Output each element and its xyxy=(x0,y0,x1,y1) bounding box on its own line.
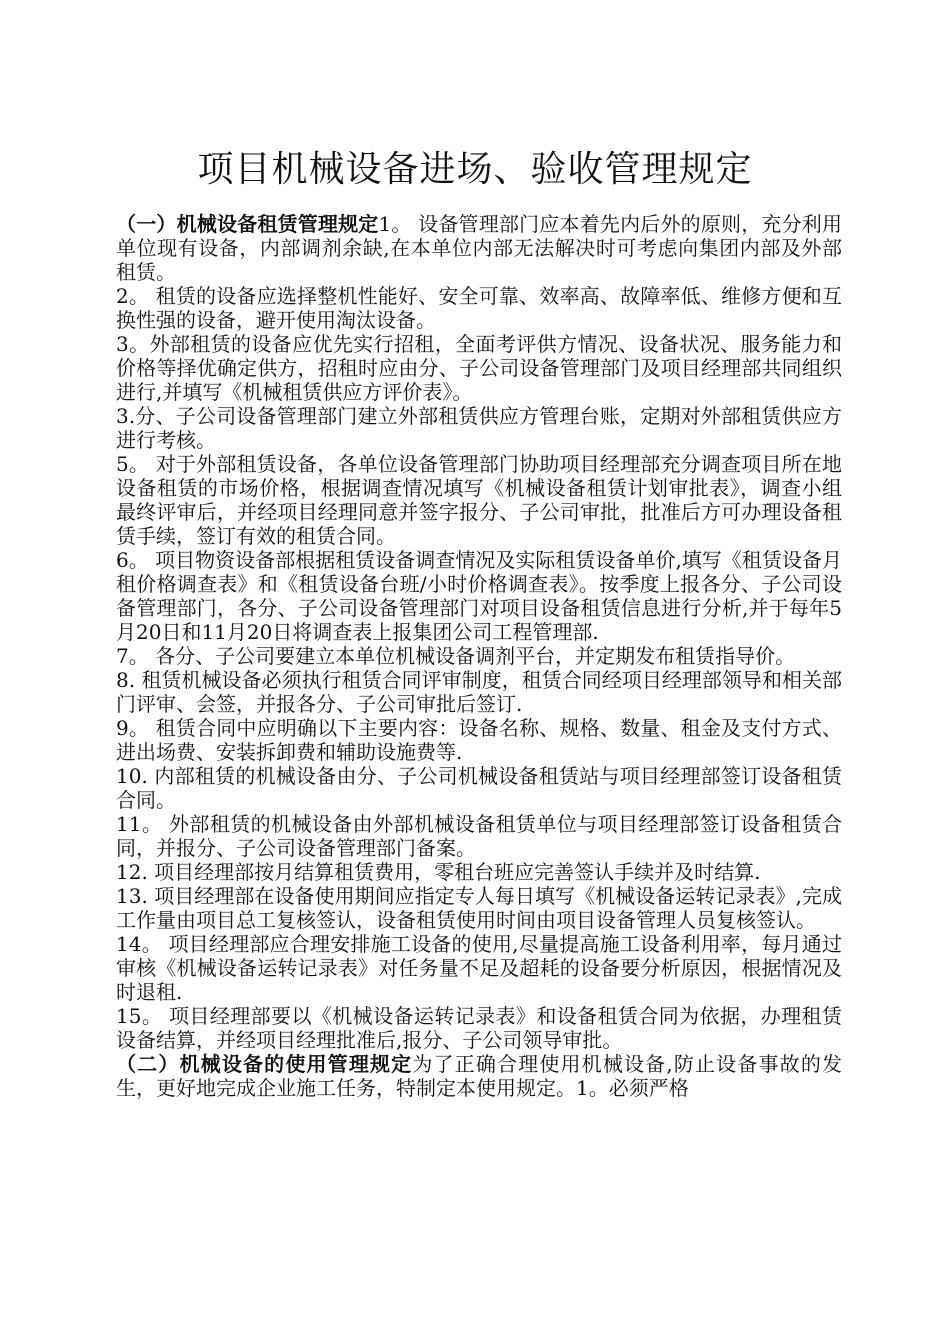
rule-item-4: 3.分、子公司设备管理部门建立外部租赁供应方管理台账，定期对外部租赁供应方进行考核。 xyxy=(116,404,842,452)
rule-item-3: 3。外部租赁的设备应优先实行招租，全面考评供方情况、设备状况、服务能力和价格等择优确定供方，招租时应由分、子公司设备管理部门及项目经理部共同组织进行,并填写《机械租赁供应方评价表》。 xyxy=(116,332,842,404)
rule-item-13: 13. 项目经理部在设备使用期间应指定专人每日填写《机械设备运转记录表》,完成工作量由项目总工复核签认，设备租赁使用时间由项目设备管理人员复核签认。 xyxy=(116,884,842,932)
rule-item-5: 5。 对于外部租赁设备，各单位设备管理部门协助项目经理部充分调查项目所在地设备租赁的市场价格，根据调查情况填写《机械设备租赁计划审批表》，调查小组最终评审后，并经项目经理同意并签字报分、子公司审批，批准后方可办理设备租赁手续，签订有效的租赁合同。 xyxy=(116,452,842,548)
section-1-paragraph xyxy=(116,212,842,284)
rule-item-2: 2。 租赁的设备应选择整机性能好、安全可靠、效率高、故障率低、维修方便和互换性强的设备，避开使用淘汰设备。 xyxy=(116,284,842,332)
rule-item-15: 15。 项目经理部要以《机械设备运转记录表》和设备租赁合同为依据，办理租赁设备结算，并经项目经理批准后,报分、子公司领导审批。 xyxy=(116,1004,842,1052)
section-2-heading: （二）机械设备的使用管理规定 xyxy=(116,1052,413,1076)
rule-item-10: 10. 内部租赁的机械设备由分、子公司机械设备租赁站与项目经理部签订设备租赁合同。 xyxy=(116,764,842,812)
section-1-heading: （一）机械设备租赁管理规定 xyxy=(116,212,379,236)
section-2-paragraph xyxy=(116,1052,842,1100)
rule-item-11: 11。 外部租赁的机械设备由外部机械设备租赁单位与项目经理部签订设备租赁合同，并报分、子公司设备管理部门备案。 xyxy=(116,812,842,860)
rule-item-12: 12. 项目经理部按月结算租赁费用，零租台班应完善签认手续并及时结算. xyxy=(116,860,761,884)
rule-item-8: 8. 租赁机械设备必须执行租赁合同评审制度，租赁合同经项目经理部领导和相关部门评审、会签，并报各分、子公司审批后签订. xyxy=(116,668,842,716)
rule-item-14: 14。 项目经理部应合理安排施工设备的使用,尽量提高施工设备利用率，每月通过审核《机械设备运转记录表》对任务量不足及超耗的设备要分析原因，根据情况及时退租. xyxy=(116,932,842,1004)
section-1-text: 1。 设备管理部门应本着先内后外的原则，充分利用单位现有设备，内部调剂余缺,在本单位内部无法解决时可考虑向集团内部及外部租赁。 xyxy=(116,212,842,284)
rule-item-6: 6。 项目物资设备部根据租赁设备调查情况及实际租赁设备单价,填写《租赁设备月租价格调查表》和《租赁设备台班/小时价格调查表》。按季度上报各分、子公司设备管理部门，各分、子公司设备管理部门对项目设备租赁信息进行分析,并于每年5月20日和11月20日将调查表上报集团公司工程管理部. xyxy=(116,548,842,644)
document-body xyxy=(116,212,842,1100)
rule-item-9: 9。 租赁合同中应明确以下主要内容：设备名称、规格、数量、租金及支付方式、进出场费、安装拆卸费和辅助设施费等. xyxy=(116,716,842,764)
rule-item-7: 7。 各分、子公司要建立本单位机械设备调剂平台，并定期发布租赁指导价。 xyxy=(116,644,796,668)
document-title: 项目机械设备进场、验收管理规定 xyxy=(197,149,753,190)
section-2-text: 为了正确合理使用机械设备,防止设备事故的发生，更好地完成企业施工任务，特制定本使用规定。1。必须严格 xyxy=(116,1052,843,1100)
